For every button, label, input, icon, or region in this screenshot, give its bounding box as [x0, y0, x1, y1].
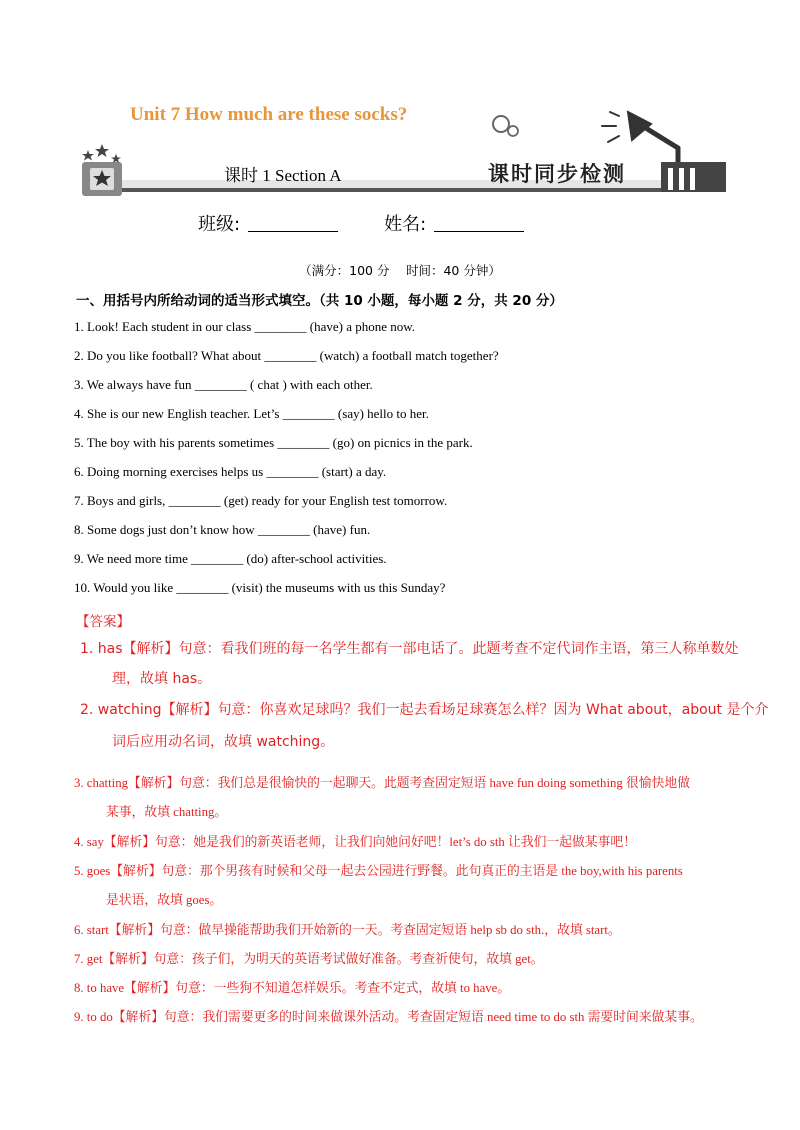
question-item: 6. Doing morning exercises helps us ________ (start) a day.: [74, 464, 387, 479]
banner-right-block: [661, 162, 726, 192]
question-item: 4. She is our new English teacher. Let’s ________ (say) hello to her.: [74, 406, 429, 421]
question-item: 7. Boys and girls, ________ (get) ready for your English test tomorrow.: [74, 493, 448, 508]
unit-title: Unit 7 How much are these socks?: [130, 104, 408, 125]
answer-line: 9. to do【解析】句意：我们需要更多的时间来做课外活动。考查固定短语 need time to do sth 需要时间来做某事。: [74, 1010, 703, 1024]
banner-band: [122, 188, 682, 192]
answer-line: 2. watching【解析】句意：你喜欢足球吗？我们一起去看场足球赛怎么样？因为 What about，about 是个介: [80, 702, 769, 718]
answer-line: 8. to have【解析】句意：一些狗不知道怎样娱乐。考查不定式，故填 to have。: [74, 981, 511, 995]
section-heading: 一、用括号内所给动词的适当形式填空。（共 10 小题，每小题 2 分，共 20 分）: [76, 293, 563, 309]
deco-circle: [508, 126, 518, 136]
banner-right-text: 课时同步检测: [488, 162, 626, 186]
answer-line: 4. say【解析】句意：她是我们的新英语老师，让我们向她问好吧！let’s do sth 让我们一起做某事吧！: [74, 835, 636, 849]
answer-line: 6. start【解析】句意：做早操能帮助我们开始新的一天。考查固定短语 help sb do sth.，故填 start。: [74, 923, 621, 937]
question-item: 9. We need more time ________ (do) after-school activities.: [74, 551, 387, 566]
answer-label: 【答案】: [76, 614, 130, 630]
answer-line: 5. goes【解析】句意：那个男孩有时候和父母一起去公园进行野餐。此句真正的主语是 the boy,with his parents: [74, 864, 683, 878]
answer-line: 某事，故填 chatting。: [106, 805, 228, 819]
question-item: 10. Would you like ________ (visit) the museums with us this Sunday?: [74, 580, 446, 595]
star-badge-icon: [82, 144, 122, 196]
student-info-row: [198, 210, 524, 236]
name-label: 姓名:: [384, 214, 427, 235]
answer-line: 词后应用动名词，故填 watching。: [112, 734, 335, 750]
question-item: 8. Some dogs just don’t know how ________ (have) fun.: [74, 522, 371, 537]
question-item: 5. The boy with his parents sometimes ________ (go) on picnics in the park.: [74, 435, 473, 450]
answer-line: 1. has【解析】句意：看我们班的每一名学生都有一部电话了。此题考查不定代词作主语，第三人称单数处: [80, 641, 739, 657]
answer-line: 理，故填 has。: [112, 671, 212, 687]
question-item: 2. Do you like football? What about ________ (watch) a football match together?: [74, 348, 499, 363]
question-item: 3. We always have fun ________ ( chat ) with each other.: [74, 377, 373, 392]
question-item: 1. Look! Each student in our class ________ (have) a phone now.: [74, 319, 416, 334]
answer-line: 7. get【解析】句意：孩子们，为明天的英语考试做好准备。考查祈使句，故填 get。: [74, 952, 544, 966]
answer-line: 3. chatting【解析】句意：我们总是很愉快的一起聊天。此题考查固定短语 have fun doing something 很愉快地做: [74, 776, 690, 790]
class-blank[interactable]: [248, 215, 338, 232]
score-time-line: （满分：100 分 时间：40 分钟）: [299, 263, 501, 278]
class-label: 班级:: [198, 214, 241, 235]
deco-circle: [493, 116, 509, 132]
name-blank[interactable]: [434, 215, 524, 232]
lesson-subtitle: 课时 1 Section A: [224, 166, 342, 185]
answer-line: 是状语，故填 goes。: [106, 893, 223, 907]
